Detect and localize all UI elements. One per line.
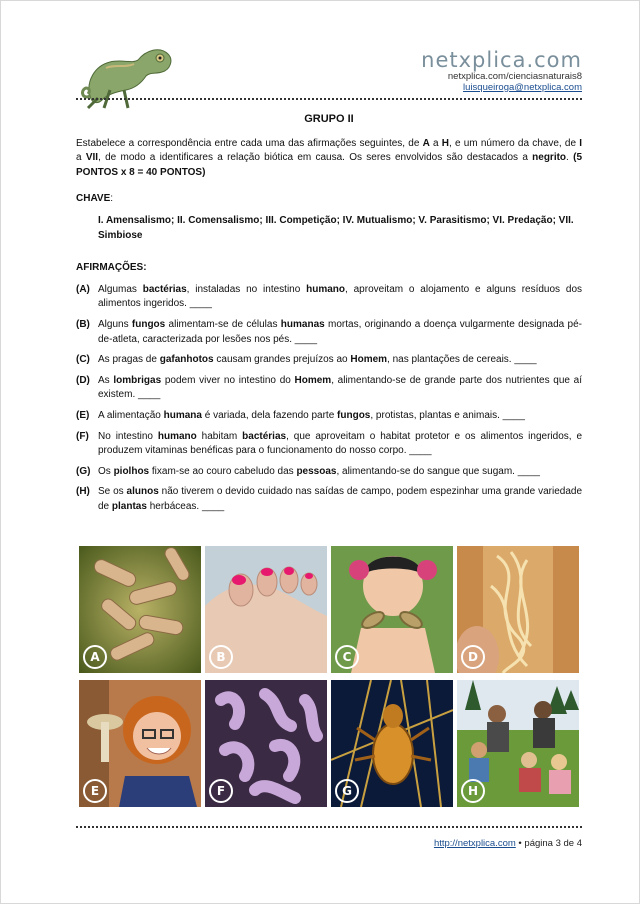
- statement-letter: (B): [76, 318, 90, 330]
- photo-e: [79, 680, 201, 807]
- key-list: I. Amensalismo; II. Comensalismo; III. Competição; IV. Mutualismo; V. Parasitismo; VI. Predação; VII. Simbiose: [98, 214, 574, 241]
- photo-a: [79, 546, 201, 673]
- statement-text: Alguns fungos alimentam-se de células humanas mortas, originando a doença vulgarmente designada pé-de-atleta, caracterizada por lesões nos pés. ____: [98, 318, 582, 345]
- site-url[interactable]: netxplica.com/cienciasnaturais8: [447, 71, 582, 82]
- photo-label-a: A: [83, 645, 107, 669]
- photo-label-b: B: [209, 645, 233, 669]
- statement-item: [76, 318, 582, 347]
- photo-f: [205, 680, 327, 807]
- statement-item: [76, 353, 582, 368]
- statement-letter: (E): [76, 409, 90, 421]
- footer-divider: [76, 826, 582, 828]
- photo-label-d: D: [461, 645, 485, 669]
- statement-item: [76, 409, 582, 424]
- statement-letter: (A): [76, 283, 90, 295]
- instructions: Estabelece a correspondência entre cada uma das afirmações seguintes, de A a H, e um número da chave, de I a VII, de modo a identificares a relação biótica em causa. Os seres envolvidos são destacados a negrito. (5 PONTOS x 8 = 40 PONTOS): [76, 137, 583, 178]
- key-label: CHAVE:: [76, 193, 114, 205]
- worksheet-content: [76, 112, 582, 520]
- statement-text: Se os alunos não tiverem o devido cuidado nas saídas de campo, podem espezinhar uma grande variedade de plantas herbáceas. ____: [98, 486, 582, 512]
- header-divider: [76, 98, 582, 100]
- statement-letter: (H): [76, 486, 90, 498]
- statement-letter: (G): [76, 465, 91, 477]
- photo-g: [331, 680, 453, 807]
- statement-text: Os piolhos fixam-se ao couro cabeludo das pessoas, alimentando-se do sangue que sugam. ____: [98, 465, 540, 477]
- group-title: GRUPO II: [304, 113, 354, 125]
- photo-b: [205, 546, 327, 673]
- photo-grid: [79, 546, 581, 810]
- statements-list: [76, 283, 582, 515]
- email-link[interactable]: luisqueiroga@netxplica.com: [463, 82, 582, 93]
- photo-d: [457, 546, 579, 673]
- statement-item: [76, 374, 582, 403]
- photo-c: [331, 546, 453, 673]
- statement-letter: (D): [76, 374, 90, 386]
- footer: http://netxplica.com • página 3 de 4: [433, 838, 582, 849]
- statement-text: A alimentação humana é variada, dela fazendo parte fungos, protistas, plantas e animais. ____: [98, 409, 525, 421]
- statement-item: [76, 465, 582, 480]
- photo-h: [457, 680, 579, 807]
- statement-letter: (F): [76, 430, 89, 442]
- footer-link[interactable]: http://netxplica.com: [433, 838, 516, 849]
- photo-label-g: G: [335, 779, 359, 803]
- statement-text: As pragas de gafanhotos causam grandes prejuízos ao Homem, nas plantações de cereais. ____: [98, 354, 537, 366]
- statement-letter: (C): [76, 354, 90, 366]
- statement-text: No intestino humano habitam bactérias, que aproveitam o habitat protetor e os alimentos ingeridos, e produzem vitaminas benéficas para o funcionamento do nosso corpo. ____: [98, 430, 582, 457]
- brand-name: netxplica.com: [421, 48, 582, 72]
- statements-label: AFIRMAÇÕES:: [76, 262, 147, 274]
- statement-item: [76, 430, 582, 459]
- statement-text: Algumas bactérias, instaladas no intestino humano, aproveitam o alojamento e alguns resíduos dos alimentos ingeridos. ____: [98, 283, 582, 310]
- photo-label-h: H: [461, 779, 485, 803]
- photo-label-e: E: [83, 779, 107, 803]
- statement-item: [76, 283, 582, 312]
- photo-label-c: C: [335, 645, 359, 669]
- photo-label-f: F: [209, 779, 233, 803]
- statement-text: As lombrigas podem viver no intestino do Homem, alimentando-se de grande parte dos nutrientes que aí existem. ____: [98, 374, 583, 401]
- page-number: página 3 de 4: [524, 838, 582, 849]
- statement-item: [76, 485, 582, 514]
